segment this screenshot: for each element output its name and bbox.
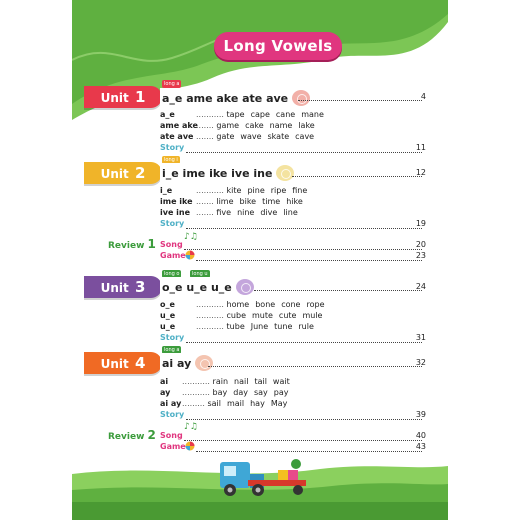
review-1-song-page: 20	[415, 240, 426, 249]
review-1-game-leader	[196, 260, 422, 261]
bottom-scene-decoration	[72, 440, 448, 520]
candy-roll-icon	[195, 355, 213, 371]
unit-4-row-2: ay ........... bay day say pay	[160, 388, 289, 397]
unit-1-row-3: ate ave ....... gate wave skate cave	[160, 132, 315, 141]
unit-3-leader	[254, 290, 422, 291]
unit-2-story[interactable]: Story	[160, 219, 185, 228]
unit-2-story-leader	[186, 228, 422, 229]
candy-roll-icon	[292, 90, 310, 106]
unit-4-leader	[208, 366, 422, 367]
unit-4-tag: long a	[164, 347, 180, 353]
unit-3-page: 24	[415, 282, 426, 291]
unit-1-heading[interactable]: a_e ame ake ate ave	[160, 88, 310, 108]
unit-2-label: Unit 2	[100, 164, 146, 182]
unit-4-heading[interactable]: ai ay	[160, 353, 213, 373]
candy-roll-icon	[276, 165, 294, 181]
unit-4-page: 32	[415, 358, 426, 367]
unit-2-row-2: ime ike ....... lime bike time hike	[160, 197, 303, 206]
svg-text:♪♫: ♪♫	[184, 422, 198, 430]
unit-1-story-page: 11	[415, 143, 426, 152]
review-2-song-leader	[184, 440, 422, 441]
unit-4-story[interactable]: Story	[160, 410, 185, 419]
review-2-song[interactable]: Song	[160, 431, 183, 440]
page-title: Long Vowels	[223, 37, 333, 55]
unit-1-story[interactable]: Story	[160, 143, 185, 152]
unit-1-tab[interactable]	[84, 86, 162, 108]
unit-1-row-2: ame ake....... game cake name lake	[160, 121, 315, 130]
unit-2-tag: long i	[164, 157, 178, 163]
music-notes-icon	[184, 230, 204, 240]
unit-3-tab[interactable]	[84, 276, 162, 298]
candy-roll-icon	[236, 279, 254, 295]
review-1-song[interactable]: Song	[160, 240, 183, 249]
unit-3-row-3: u_e ........... tube June tune rule	[160, 322, 314, 331]
unit-4-row-1: ai ........... rain nail tail wait	[160, 377, 290, 386]
review-1-game-page: 23	[415, 251, 426, 260]
unit-3-story-page: 31	[415, 333, 426, 342]
unit-4-tab[interactable]	[84, 352, 162, 374]
review-2-game-leader	[196, 451, 422, 452]
unit-2-row-1: i_e ........... kite pine ripe fine	[160, 186, 308, 195]
unit-1-row-1: a_e ........... tape cape cane mane	[160, 110, 324, 119]
review-1-song-leader	[184, 249, 422, 250]
unit-1-label: Unit 1	[100, 88, 146, 106]
unit-3-tag-2: long u	[192, 271, 208, 277]
review-1-game[interactable]: Game	[160, 251, 186, 260]
unit-3-story[interactable]: Story	[160, 333, 185, 342]
review-1-label[interactable]: Review 1	[108, 237, 156, 251]
unit-3-tag-1: long o	[164, 271, 180, 277]
unit-4-row-3: ai ay......... sail mail hay May	[160, 399, 288, 408]
svg-text:♪♫: ♪♫	[184, 232, 198, 240]
review-2-label[interactable]: Review 2	[108, 428, 156, 442]
unit-4-label: Unit 4	[100, 354, 146, 372]
review-2-song-page: 40	[415, 431, 426, 440]
unit-3-row-2: u_e ........... cube mute cute mule	[160, 311, 323, 320]
contents-page	[72, 0, 448, 520]
unit-3-row-1: o_e ........... home bone cone rope	[160, 300, 325, 309]
unit-2-heading[interactable]: i_e ime ike ive ine	[160, 163, 294, 183]
unit-1-page: 4	[420, 92, 426, 101]
game-ball-icon	[185, 441, 195, 451]
game-ball-icon	[185, 250, 195, 260]
unit-2-leader	[292, 176, 422, 177]
review-2-game[interactable]: Game	[160, 442, 186, 451]
toy-blocks-icon	[278, 459, 301, 480]
unit-3-story-leader	[186, 342, 422, 343]
unit-1-story-leader	[186, 152, 422, 153]
unit-4-story-leader	[186, 419, 422, 420]
unit-3-label: Unit 3	[100, 278, 146, 296]
unit-1-tag: long a	[164, 81, 180, 87]
music-notes-icon	[184, 420, 204, 430]
unit-2-page: 12	[415, 168, 426, 177]
page-title-banner	[214, 32, 342, 60]
unit-2-story-page: 19	[415, 219, 426, 228]
unit-2-tab[interactable]	[84, 162, 162, 184]
unit-2-row-3: ive ine ....... five nine dive line	[160, 208, 298, 217]
unit-4-story-page: 39	[415, 410, 426, 419]
unit-1-leader	[298, 100, 422, 101]
review-2-game-page: 43	[415, 442, 426, 451]
unit-3-heading[interactable]: o_e u_e u_e	[160, 277, 254, 297]
